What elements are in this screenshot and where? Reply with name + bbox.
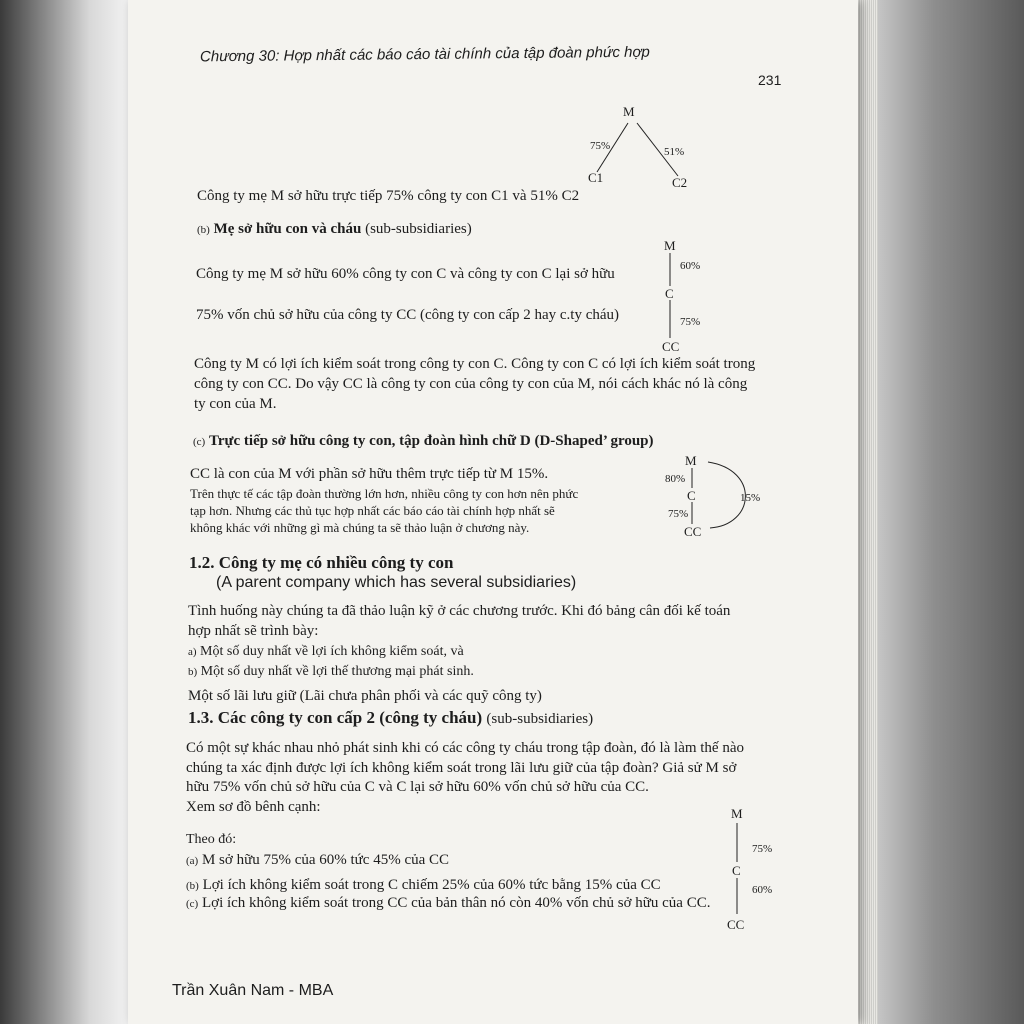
para-b-line-1: Công ty mẹ M sở hữu 60% công ty con C và công ty con C lại sở hữu: [196, 266, 615, 282]
diagram-2-mid: C: [665, 286, 674, 301]
diagram-3-pct1: 80%: [665, 473, 686, 485]
section-c-title: Trực tiếp sở hữu công ty con, tập đoàn hình chữ D (D-Shaped’ group): [208, 433, 654, 449]
diagram-4-mid: C: [732, 863, 741, 878]
section-1-2-item-a-marker: a): [188, 646, 197, 658]
diagram-4-pct1: 75%: [752, 843, 773, 855]
section-1-3-item-c-text: Lợi ích không kiểm soát trong CC của bản thân nó còn 40% vốn chủ sở hữu của CC.: [201, 895, 711, 911]
diagram-2-pct1: 60%: [680, 260, 701, 272]
para-1: Công ty mẹ M sở hữu trực tiếp 75% công ty con C1 và 51% C2: [197, 188, 580, 204]
para-b-line-2: 75% vốn chủ sở hữu của công ty CC (công ty con cấp 2 hay c.ty cháu): [196, 307, 620, 323]
diagram-1-left-pct: 75%: [590, 140, 611, 152]
section-1-2-line-1: Tình huống này chúng ta đã thảo luận kỹ ở các chương trước. Khi đó bảng cân đối kế toán: [188, 603, 731, 619]
diagram-1-left: C1: [588, 170, 604, 185]
section-b-subtitle: (sub-subsidiaries): [365, 221, 472, 237]
para-c-line-2: Trên thực tế các tập đoàn thường lớn hơn, nhiều công ty con hơn nên phức: [190, 486, 579, 501]
section-1-2-item-a-text: Một số duy nhất về lợi ích không kiểm soát, và: [200, 644, 464, 659]
diagram-2-top: M: [664, 238, 676, 253]
section-b-marker: (b): [197, 224, 210, 236]
section-1-2-subtitle: (A parent company which has several subsidiaries): [216, 574, 577, 591]
section-1-2-item-b-marker: b): [188, 666, 198, 678]
page-number: 231: [758, 72, 782, 88]
diagram-1-right-pct: 51%: [664, 146, 685, 158]
diagram-4-bottom: CC: [727, 917, 745, 932]
diagram-2-bottom: CC: [662, 339, 680, 354]
section-1-3-item-b-marker: (b): [186, 880, 199, 892]
section-1-3-item-a-text: M sở hữu 75% của 60% tức 45% của CC: [201, 852, 450, 868]
section-1-2-title: 1.2. Công ty mẹ có nhiều công ty con: [189, 553, 454, 572]
diagram-3-bottom: CC: [684, 524, 702, 539]
para-b2-line-3: ty con của M.: [194, 396, 277, 412]
section-1-2-line-2: hợp nhất sẽ trình bày:: [188, 623, 319, 639]
section-1-3-line-1: Có một sự khác nhau nhỏ phát sinh khi có các công ty cháu trong tập đoàn, đó là làm thế nào: [186, 740, 744, 756]
para-c-line-1: CC là con của M với phần sở hữu thêm trực tiếp từ M 15%.: [190, 466, 549, 482]
diagram-4-pct2: 60%: [752, 884, 773, 896]
section-1-3-line-4: Xem sơ đồ bênh cạnh:: [186, 799, 321, 815]
diagram-2-pct2: 75%: [680, 316, 701, 328]
section-1-3-line-5: Theo đó:: [186, 832, 237, 847]
diagram-3-top: M: [685, 453, 697, 468]
section-1-3-title: 1.3. Các công ty con cấp 2 (công ty cháu): [188, 708, 483, 727]
para-c-line-4: không khác với những gì mà chúng ta sẽ thảo luận ở chương này.: [190, 520, 530, 535]
diagram-3-pct2: 75%: [668, 508, 689, 520]
section-1-2-item-b-text: Một số duy nhất về lợi thế thương mại phát sinh.: [200, 664, 474, 679]
section-1-2-line-3: Một số lãi lưu giữ (Lãi chưa phân phối và các quỹ công ty): [188, 688, 542, 704]
diagram-1-right: C2: [672, 175, 688, 190]
diagram-4-top: M: [731, 806, 743, 821]
diagram-1-top: M: [623, 104, 635, 119]
diagram-3-mid: C: [687, 488, 696, 503]
para-b2-line-2: công ty con CC. Do vậy CC là công ty con của công ty con của M, nói cách khác nó là công: [194, 376, 748, 392]
section-1-3-line-2: chúng ta xác định được lợi ích không kiểm soát trong lãi lưu giữ của tập đoàn? Giả sử M sở: [186, 760, 737, 776]
section-b-title: Mẹ sở hữu con và cháu: [213, 221, 362, 237]
para-b2-line-1: Công ty M có lợi ích kiểm soát trong công ty con C. Công ty con C có lợi ích kiểm soát trong: [194, 356, 756, 372]
para-c-line-3: tạp hơn. Nhưng các thủ tục hợp nhất các báo cáo tài chính hợp nhất sẽ: [190, 503, 555, 518]
section-1-3-item-c-marker: (c): [186, 898, 199, 910]
footer-author: Trần Xuân Nam - MBA: [172, 982, 334, 999]
section-1-3-item-b-text: Lợi ích không kiểm soát trong C chiếm 25% của 60% tức bằng 15% của CC: [202, 877, 661, 893]
chapter-title: Chương 30: Hợp nhất các báo cáo tài chính của tập đoàn phức hợp: [199, 43, 650, 66]
section-c-marker: (c): [193, 436, 206, 448]
section-1-3-line-3: hữu 75% vốn chủ sở hữu của C và C lại sở hữu 60% vốn chủ sở hữu của CC.: [186, 779, 649, 795]
section-1-3-subtitle: (sub-subsidiaries): [486, 711, 594, 727]
section-1-3-item-a-marker: (a): [186, 855, 199, 867]
diagram-3-direct-pct: 15%: [740, 492, 761, 504]
